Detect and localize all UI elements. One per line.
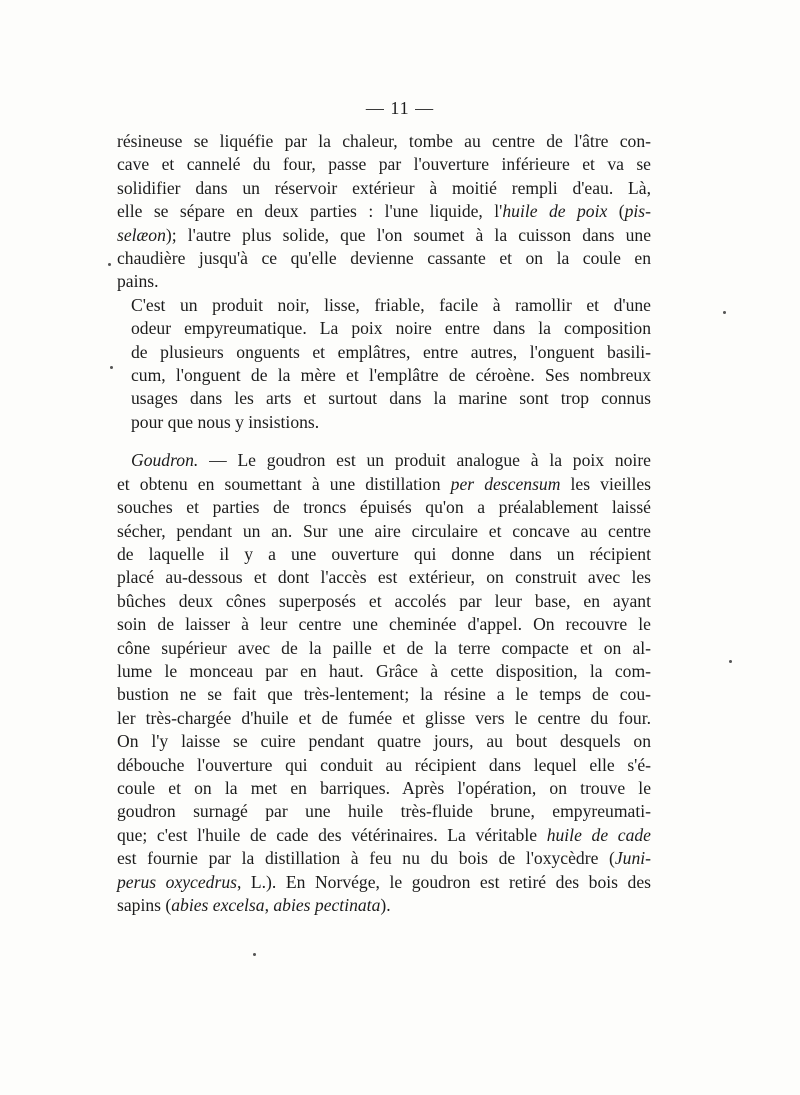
text-run: que; c'est l'huile de cade des vétérinaires. La véritable	[117, 824, 547, 845]
text-run: est fournie par la distillation à feu nu du bois de l'oxycèdre (	[117, 848, 615, 869]
text-run: sapins (	[117, 895, 172, 915]
paragraph-1	[117, 130, 651, 294]
text-line: bûches deux cônes superposés et accolés par leur base, en ayant	[117, 590, 651, 611]
text-line: de laquelle il y a une ouverture qui donne dans un récipient	[117, 543, 651, 564]
text-line	[117, 200, 651, 223]
page-number: — 11 —	[365, 98, 435, 118]
text-line: cône supérieur avec de la paille et de la terre compacte et on al-	[117, 637, 651, 658]
text-line	[117, 824, 651, 847]
text-run: , L.). En Norvége, le goudron est retiré des bois des	[236, 871, 651, 892]
ink-speck	[108, 263, 111, 266]
text-line: lume le monceau par en haut. Grâce à cette disposition, la com-	[117, 660, 651, 681]
text-line: chaudière jusqu'à ce qu'elle devienne cassante et on la coule en	[117, 248, 651, 269]
text-run: ); l'autre plus solide, que l'on soumet à la cuisson dans une	[165, 224, 651, 245]
text-run: ).	[380, 895, 391, 915]
ink-speck	[253, 953, 256, 956]
paragraph-3	[117, 449, 651, 917]
text-line: coule et on la met en barriques. Après l'opération, on trouve le	[117, 777, 651, 798]
text-line	[117, 449, 651, 472]
text-line: On l'y laisse se cuire pendant quatre jours, au bout desquels on	[117, 731, 651, 752]
body-text	[117, 130, 651, 917]
text-run: elle se sépare en deux parties : l'une liquide, l'	[117, 201, 503, 222]
text-line: odeur empyreumatique. La poix noire entre dans la composition	[131, 318, 651, 339]
ink-speck	[729, 660, 732, 663]
text-line	[117, 894, 651, 917]
text-line: cum, l'onguent de la mère et l'emplâtre de céroène. Ses nombreux	[131, 365, 651, 386]
text-run: (	[607, 201, 625, 222]
text-line: débouche l'ouverture qui conduit au récipient dans lequel elle s'é-	[117, 754, 651, 775]
text-line	[117, 871, 651, 894]
text-run: les vieilles	[560, 473, 651, 494]
italic-term: abies pectinata	[273, 895, 381, 915]
italic-term: Juni-	[614, 848, 651, 869]
text-line: goudron surnagé par une huile très-fluide brune, empyreumati-	[117, 801, 651, 822]
text-line: cave et cannelé du four, passe par l'ouverture inférieure et va se	[117, 154, 651, 175]
text-line: usages dans les arts et surtout dans la marine sont trop connus	[131, 388, 651, 409]
text-run: ,	[264, 895, 274, 915]
text-line	[117, 224, 651, 247]
paragraph-2	[117, 294, 651, 434]
italic-term: per descensum	[450, 473, 561, 494]
text-line: C'est un produit noir, lisse, friable, facile à ramollir et d'une	[131, 294, 651, 315]
italic-term: huile de cade	[546, 824, 651, 845]
text-line: bustion ne se fait que très-lentement; la résine a le temps de cou-	[117, 684, 651, 705]
text-run: — Le goudron est un produit analogue à la poix noire	[198, 450, 651, 471]
text-line: soin de laisser à leur centre une cheminée d'appel. On recouvre le	[117, 614, 651, 635]
text-line: placé au-dessous et dont l'accès est extérieur, on construit avec les	[117, 567, 651, 588]
italic-term: huile de poix	[502, 201, 608, 222]
text-line: souches et parties de troncs épuisés qu'on a préalablement laissé	[117, 497, 651, 518]
text-line: solidifier dans un réservoir extérieur à moitié rempli d'eau. Là,	[117, 177, 651, 198]
text-line	[117, 473, 651, 496]
italic-term: perus oxycedrus	[117, 871, 237, 892]
section-heading: Goudron.	[131, 450, 199, 471]
text-run: et obtenu en soumettant à une distillation	[117, 473, 451, 494]
text-line: ler très-chargée d'huile et de fumée et glisse vers le centre du four.	[117, 707, 651, 728]
italic-term: selæon	[117, 224, 166, 245]
ink-speck	[723, 311, 726, 314]
ink-speck	[110, 366, 113, 369]
text-line: sécher, pendant un an. Sur une aire circulaire et concave au centre	[117, 520, 651, 541]
italic-term: pis-	[624, 201, 652, 222]
text-line	[117, 847, 651, 870]
text-line: pains.	[117, 271, 159, 292]
italic-term: abies excelsa	[171, 895, 265, 915]
text-line: pour que nous y insistions.	[131, 411, 320, 432]
text-line: résineuse se liquéfie par la chaleur, tombe au centre de l'âtre con-	[117, 131, 651, 151]
text-line: de plusieurs onguents et emplâtres, entre autres, l'onguent basili-	[131, 341, 651, 362]
